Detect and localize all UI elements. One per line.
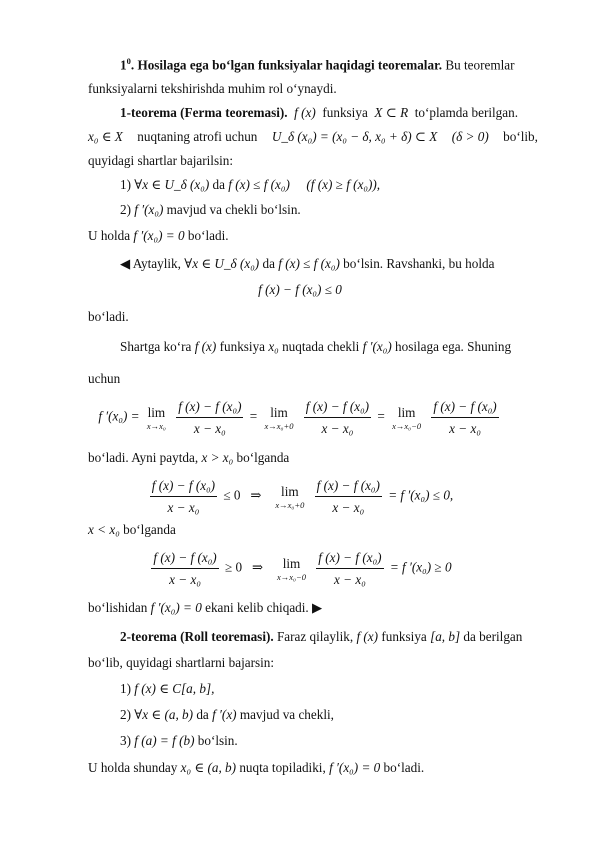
rel-left: ≥ 0 [225, 559, 243, 575]
eq-sign-1: = [249, 408, 258, 424]
lim-1: lim x→x₀ [146, 404, 166, 432]
theorem1-neigh-text: nuqtaning atrofi uchun [137, 129, 258, 144]
cond1-ineq: f (x) ≤ f (x₀) [228, 177, 290, 192]
theorem1-given: to‘plamda berilgan. [414, 105, 519, 120]
theorem1-title: 1-teorema (Ferma teoremasi). [120, 105, 288, 120]
heading-title: . Hosilaga ega bo‘lgan funksiyalar haqidagi teoremalar. [130, 57, 443, 73]
p3-funksiya: funksiya [219, 339, 266, 354]
section-heading [120, 55, 538, 75]
p5-cond: x > x₀ [201, 450, 234, 465]
t2-c1-text: f (x) ∈ C[a, b], [134, 681, 215, 696]
theorem1-bolib: bo‘lib, [503, 129, 538, 144]
rhs-right: = f ′(x₀) ≤ 0, [388, 487, 454, 503]
theorem2-cond1 [120, 679, 538, 698]
heading-continuation: funksiyalarni tekshirishda muhim rol o‘ynaydi. [88, 81, 337, 96]
t2-concl-text: nuqta topiladiki, [239, 760, 326, 775]
frac-1: $\frac{\text{f (x) − f (x₀)}}{\text{x − x₀}}$ [178, 399, 242, 437]
proof1-uchun: uchun [88, 371, 121, 386]
theorem1-cond1 [120, 175, 538, 194]
concl-eq: f ′(x₀) = 0 [133, 228, 185, 243]
p3-fx: f (x) [194, 339, 217, 354]
p7-eq: f ′(x₀) = 0 [150, 600, 202, 615]
frac-right: $\frac{\text{f (x) − f (x₀)}}{\text{x − x₀}}$ [151, 478, 216, 516]
t2-c3-eq: f (a) = f (b) [134, 733, 195, 748]
theorem2-line1 [120, 627, 538, 646]
p6-cond: x < x₀ [88, 522, 120, 537]
lim-left: lim x→x₀−0 [276, 555, 306, 583]
t2-c2-derivative: f ′(x) [212, 707, 237, 722]
proof1-line6 [88, 520, 538, 539]
theorem1-line1 [120, 103, 538, 122]
heading-number-sup: 0 [126, 56, 131, 66]
t2-interval: [a, b] [430, 629, 461, 644]
proof1-line3 [120, 337, 538, 356]
theorem2-conclusion [88, 758, 538, 777]
lim-3: lim x→x₀−0 [392, 404, 422, 432]
p7-a: bo‘lishidan [88, 600, 148, 615]
lim-right: lim x→x₀+0 [275, 483, 305, 511]
rel-right: ≤ 0 [223, 487, 241, 503]
left-limit-equation [0, 548, 600, 589]
t2-c2-num: 2) [120, 707, 131, 722]
theorem2-title: 2-teorema (Roll teoremasi). [120, 629, 274, 644]
theorem2-cond3 [120, 731, 538, 750]
t2-given: da berilgan [463, 629, 523, 644]
p3-text: nuqtada chekli [282, 339, 360, 354]
t2-fx: f (x) [356, 629, 379, 644]
proof1-end [88, 598, 538, 617]
cond1-alt: (f (x) ≥ f (x₀)), [306, 177, 381, 192]
concl-uholda: U holda [88, 228, 131, 243]
cond1-forall: ∀x ∈ U_δ (x₀) [134, 177, 210, 192]
t2-c2-da: da [196, 707, 209, 722]
cond2-text: mavjud va chekli bo‘lsin. [166, 202, 301, 217]
concl-boladi: bo‘ladi. [187, 228, 229, 243]
proof-ineq: f (x) ≤ f (x₀) [278, 256, 340, 271]
t2-faraz: Faraz qilaylik, [276, 629, 354, 644]
theorem1-fx: f (x) [294, 105, 316, 120]
p3-derivative: f ′(x₀) [362, 339, 392, 354]
t2-c3-text: bo‘lsin. [197, 733, 238, 748]
proof-da: da [262, 256, 275, 271]
proof-start: ◀ Aytaylik, [120, 256, 181, 271]
theorem2-line2: bo‘lib, quyidagi shartlarni bajarsin: [88, 655, 275, 670]
theorem1-neighborhood: U_δ (x₀) = (x₀ − δ, x₀ + δ) ⊂ X [271, 129, 438, 144]
theorem1-cond2 [120, 200, 538, 219]
proof1-ineq: f (x) − f (x₀) ≤ 0 [258, 282, 342, 297]
t2-funksiya: funksiya [381, 629, 427, 644]
p3-a: Shartga ko‘ra [120, 339, 192, 354]
theorem2-cond2 [120, 705, 538, 724]
heading-rest: Bu teoremlar [442, 57, 515, 73]
theorem1-funksiya: funksiya [322, 105, 368, 120]
p3-end: hosilaga ega. Shuning [395, 339, 512, 354]
p7-c: ekani kelib chiqadi. ▶ [205, 600, 323, 615]
t2-concl-a: U holda shunday [88, 760, 178, 775]
eq-lhs: f ′(x₀) = [98, 408, 140, 424]
proof1-line5 [88, 448, 538, 467]
cond1-da: da [212, 177, 225, 192]
proof1-boladi: bo‘ladi. [88, 309, 129, 324]
p5-a: bo‘ladi. Ayni paytda, [88, 450, 199, 465]
derivative-equation [0, 397, 600, 438]
theorem1-x0-in-X: x₀ ∈ X [88, 129, 123, 144]
t2-concl-end: bo‘ladi. [383, 760, 425, 775]
implies-left: ⇒ [252, 559, 264, 575]
proof-forall: ∀x ∈ U_δ (x₀) [184, 256, 260, 271]
frac-3: $\frac{\text{f (x) − f (x₀)}}{\text{x − x₀}}$ [433, 399, 497, 437]
cond2-derivative: f ′(x₀) [134, 202, 164, 217]
lim-2: lim x→x₀+0 [264, 404, 294, 432]
t2-c2-forall: ∀x ∈ (a, b) [134, 707, 194, 722]
p3-x0: x₀ [268, 339, 279, 354]
cond1-number: 1) [120, 177, 131, 192]
eq-sign-2: = [377, 408, 385, 424]
p5-c: bo‘lganda [236, 450, 290, 465]
rhs-left: = f ′(x₀) ≥ 0 [389, 559, 452, 575]
theorem1-line3: quyidagi shartlar bajarilsin: [88, 153, 234, 168]
proof1-line1 [120, 254, 538, 273]
theorem1-conclusion [88, 226, 538, 245]
t2-c1-num: 1) [120, 681, 131, 696]
t2-c3-num: 3) [120, 733, 131, 748]
theorem1-line2 [88, 127, 538, 146]
t2-c2-text: mavjud va chekli, [239, 707, 334, 722]
heading-number: 1 [120, 57, 127, 73]
p6-text: bo‘lganda [123, 522, 176, 537]
theorem1-set: X ⊂ R [374, 105, 409, 120]
theorem1-delta: (δ > 0) [451, 129, 489, 144]
cond2-number: 2) [120, 202, 131, 217]
frac-left: $\frac{\text{f (x) − f (x₀)}}{\text{x − x₀}}$ [153, 550, 217, 588]
implies-right: ⇒ [250, 487, 262, 503]
frac-2: $\frac{\text{f (x) − f (x₀)}}{\text{x − x₀}}$ [305, 399, 370, 437]
right-limit-equation [0, 476, 600, 517]
proof-text: bo‘lsin. Ravshanki, bu holda [343, 256, 495, 271]
t2-concl-x0: x₀ ∈ (a, b) [180, 760, 237, 775]
frac-right-2: $\frac{\text{f (x) − f (x₀)}}{\text{x − x₀}}$ [316, 478, 380, 516]
frac-left-2: $\frac{\text{f (x) − f (x₀)}}{\text{x − x₀}}$ [318, 550, 382, 588]
t2-concl-eq: f ′(x₀) = 0 [329, 760, 381, 775]
